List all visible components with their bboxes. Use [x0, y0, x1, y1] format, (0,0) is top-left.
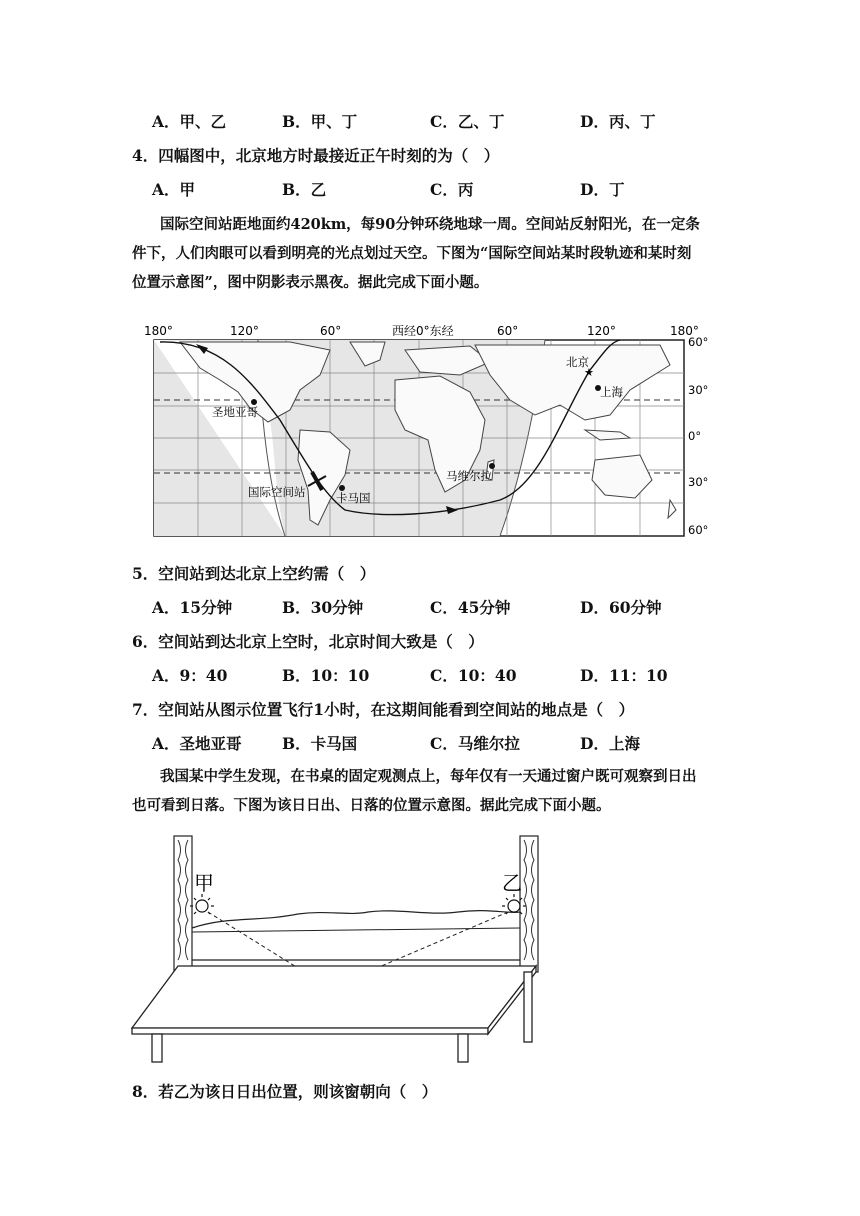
map-label-prime: 西经0°东经 — [392, 324, 454, 338]
map-label-lat0: 0° — [688, 429, 702, 443]
q7-option-d[interactable]: D．上海 — [580, 734, 640, 753]
label-beijing: 北京 — [566, 355, 589, 369]
q6-option-b[interactable]: B．10：10 — [282, 666, 370, 685]
label-jia: 甲 — [194, 871, 214, 895]
q6-option-c[interactable]: C．10：40 — [430, 666, 517, 685]
label-santiago: 圣地亚哥 — [212, 405, 258, 419]
sun-icon-left — [190, 894, 214, 914]
map-label-lat30s: 30° — [688, 475, 709, 489]
sunrise-sunset-window-figure — [128, 832, 548, 1064]
q5-stem: 5．空间站到达北京上空约需（ ） — [132, 564, 376, 583]
label-shanghai: 上海 — [600, 385, 623, 399]
q5-option-a[interactable]: A．15分钟 — [152, 598, 233, 617]
left-window-frame — [174, 836, 192, 972]
passage-window-line1: 我国某中学生发现，在书桌的固定观测点上，每年仅有一天通过窗户既可观察到日出 — [160, 768, 697, 785]
q7-option-a[interactable]: A．圣地亚哥 — [152, 734, 242, 753]
q7-option-c[interactable]: C．马维尔拉 — [430, 734, 520, 753]
q5-option-b[interactable]: B．30分钟 — [282, 598, 364, 617]
passage-iss-line1: 国际空间站距地面约420km，每90分钟环绕地球一周。空间站反射阳光，在一定条 — [160, 216, 700, 233]
q3-option-c[interactable]: C．乙、丁 — [430, 112, 505, 131]
passage-window — [132, 762, 732, 820]
label-maputo: 马维尔拉 — [446, 469, 492, 483]
passage-iss-line3: 位置示意图”，图中阴影表示黑夜。据此完成下面小题。 — [132, 274, 489, 291]
map-label-lat30n: 30° — [688, 383, 709, 397]
q4-option-c[interactable]: C．丙 — [430, 180, 474, 199]
right-window-frame — [520, 836, 538, 972]
q3-option-d[interactable]: D．丙、丁 — [580, 112, 656, 131]
desk — [132, 966, 536, 1062]
beijing-star-icon: ★ — [584, 366, 594, 379]
iss-track-map — [140, 320, 710, 542]
q4-stem: 4．四幅图中，北京地方时最接近正午时刻的为（ ） — [132, 146, 500, 165]
q4-option-b[interactable]: B．乙 — [282, 180, 327, 199]
map-label-60w: 60° — [320, 324, 342, 338]
map-label-60e: 60° — [497, 324, 519, 338]
passage-iss-line2: 件下，人们肉眼可以看到明亮的光点划过天空。下图为“国际空间站某时段轨迹和某时刻 — [132, 245, 692, 262]
map-label-lat60n: 60° — [688, 335, 709, 349]
passage-window-line2: 也可看到日落。下图为该日日出、日落的位置示意图。据此完成下面小题。 — [132, 797, 611, 814]
q3-option-a[interactable]: A．甲、乙 — [152, 112, 227, 131]
map-label-120w: 120° — [230, 324, 259, 338]
q4-option-a[interactable]: A．甲 — [152, 180, 196, 199]
q6-option-d[interactable]: D．11：10 — [580, 666, 668, 685]
q3-option-b[interactable]: B．甲、丁 — [282, 112, 358, 131]
label-iss: 国际空间站 — [248, 485, 306, 499]
map-label-lat60s: 60° — [688, 523, 709, 537]
label-kama: 卡马国 — [336, 491, 371, 505]
q7-stem: 7．空间站从图示位置飞行1小时，在这期间能看到空间站的地点是（ ） — [132, 700, 635, 719]
map-label-180e: 180° — [670, 324, 699, 338]
q5-option-c[interactable]: C．45分钟 — [430, 598, 511, 617]
q6-stem: 6．空间站到达北京上空时，北京时间大致是（ ） — [132, 632, 484, 651]
q4-option-d[interactable]: D．丁 — [580, 180, 625, 199]
q5-option-d[interactable]: D．60分钟 — [580, 598, 662, 617]
q6-option-a[interactable]: A．9：40 — [152, 666, 228, 685]
horizon-hills — [192, 911, 520, 928]
passage-iss — [132, 210, 732, 297]
map-label-120e: 120° — [587, 324, 616, 338]
q8-stem: 8．若乙为该日日出位置，则该窗朝向（ ） — [132, 1082, 438, 1101]
map-label-180w: 180° — [144, 324, 173, 338]
label-yi: 乙 — [502, 871, 522, 895]
q7-option-b[interactable]: B．卡马国 — [282, 734, 358, 753]
